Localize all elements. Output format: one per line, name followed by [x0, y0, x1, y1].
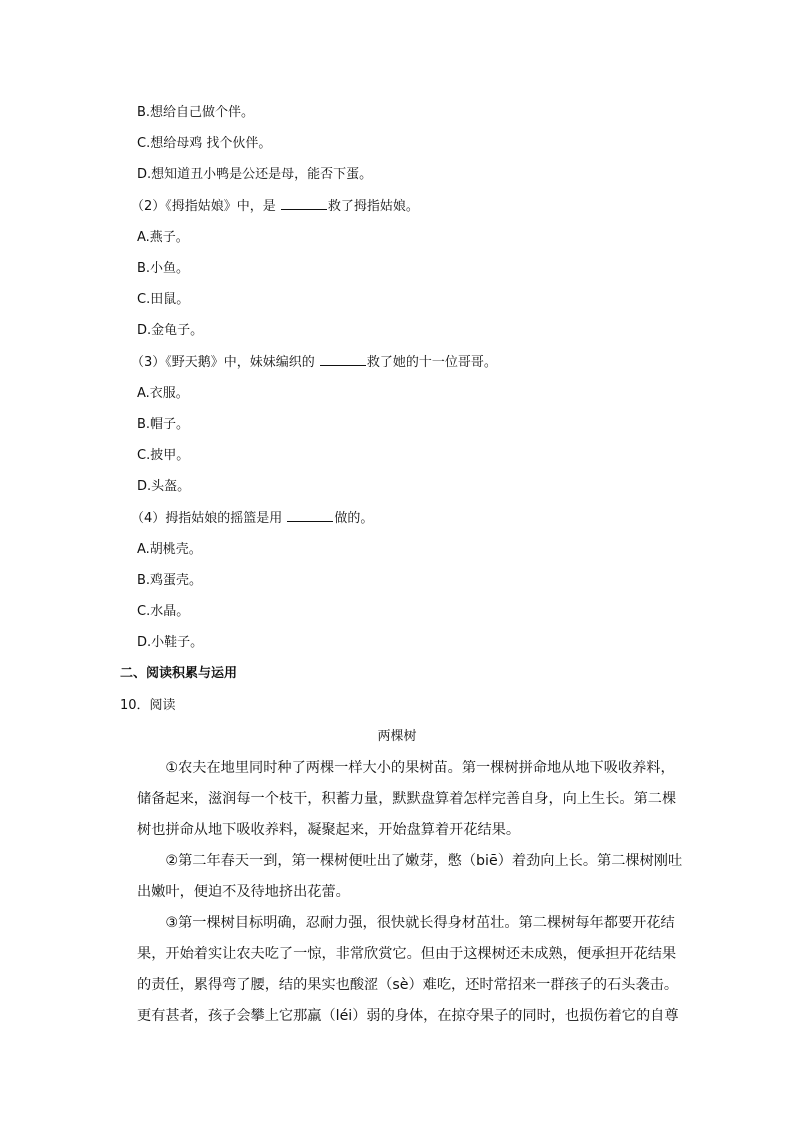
q9-2-question — [131, 197, 419, 216]
q9-3-text-after: 救了她的十一位哥哥。 — [366, 355, 497, 370]
q9-3-option-c: C.披甲。 — [137, 448, 190, 463]
q9-2-text-before: （2）《拇指姑娘》中，是 — [131, 199, 280, 214]
question-10-label: 10．阅读 — [120, 698, 176, 713]
q9-2-option-b: B.小鱼。 — [137, 261, 190, 276]
q9-3-question — [131, 353, 497, 372]
passage-line: ③第一棵树目标明确，忍耐力强，很快就长得身材茁壮。第二棵树每年都要开花结 — [137, 915, 675, 931]
q9-2-text-after: 救了拇指姑娘。 — [327, 199, 419, 214]
q9-3-text-before: （3）《野天鹅》中，妹妹编织的 — [131, 355, 319, 370]
q9-4-option-c: C.水晶。 — [137, 604, 190, 619]
passage-line: 果，开始着实让农夫吃了一惊，非常欣赏它。但由于这棵树还未成熟，便承担开花结果 — [137, 946, 677, 962]
q9-4-text-after: 做的。 — [334, 511, 374, 526]
answer-blank[interactable] — [281, 197, 327, 210]
q9-4-question — [131, 509, 373, 528]
passage-title: 两棵树 — [377, 729, 417, 744]
section-heading: 二、阅读积累与运用 — [120, 666, 238, 681]
q9-4-option-a: A.胡桃壳。 — [137, 542, 202, 557]
q9-3-option-a: A.衣服。 — [137, 386, 189, 401]
q9-3-option-b: B.帽子。 — [137, 417, 190, 432]
passage-line: 的责任，累得弯了腰，结的果实也酸涩（sè）难吃，还时常招来一群孩子的石头袭击。 — [137, 977, 679, 993]
q9-2-option-d: D.金龟子。 — [137, 323, 204, 338]
answer-blank[interactable] — [287, 509, 333, 522]
passage-line: 出嫩叶，便迫不及待地挤出花蕾。 — [137, 884, 350, 900]
q9-2-option-a: A.燕子。 — [137, 230, 189, 245]
passage-line: 树也拼命从地下吸收养料，凝聚起来，开始盘算着开花结果。 — [137, 822, 521, 838]
q9-4-option-d: D.小鞋子。 — [137, 635, 204, 650]
answer-blank[interactable] — [320, 353, 366, 366]
q9-1-option-c: C.想给母鸡 找个伙伴。 — [137, 136, 272, 151]
q9-1-option-b: B.想给自己做个伴。 — [137, 105, 255, 120]
q9-3-option-d: D.头盔。 — [137, 479, 191, 494]
passage-line: 更有甚者，孩子会攀上它那羸（léi）弱的身体，在掠夺果子的同时，也损伤着它的自尊 — [137, 1008, 679, 1024]
passage-line: ①农夫在地里同时种了两棵一样大小的果树苗。第一棵树拼命地从地下吸收养料， — [137, 760, 675, 776]
q9-4-text-before: （4）拇指姑娘的摇篮是用 — [131, 511, 287, 526]
q9-1-option-d: D.想知道丑小鸭是公还是母，能否下蛋。 — [137, 167, 373, 182]
passage-line: 储备起来，滋润每一个枝干，积蓄力量，默默盘算着怎样完善自身，向上生长。第二棵 — [137, 791, 677, 807]
q9-2-option-c: C.田鼠。 — [137, 292, 190, 307]
q9-4-option-b: B.鸡蛋壳。 — [137, 573, 203, 588]
passage-line: ②第二年春天一到，第一棵树便吐出了嫩芽，憋（biē）着劲向上长。第二棵树刚吐 — [137, 853, 683, 869]
